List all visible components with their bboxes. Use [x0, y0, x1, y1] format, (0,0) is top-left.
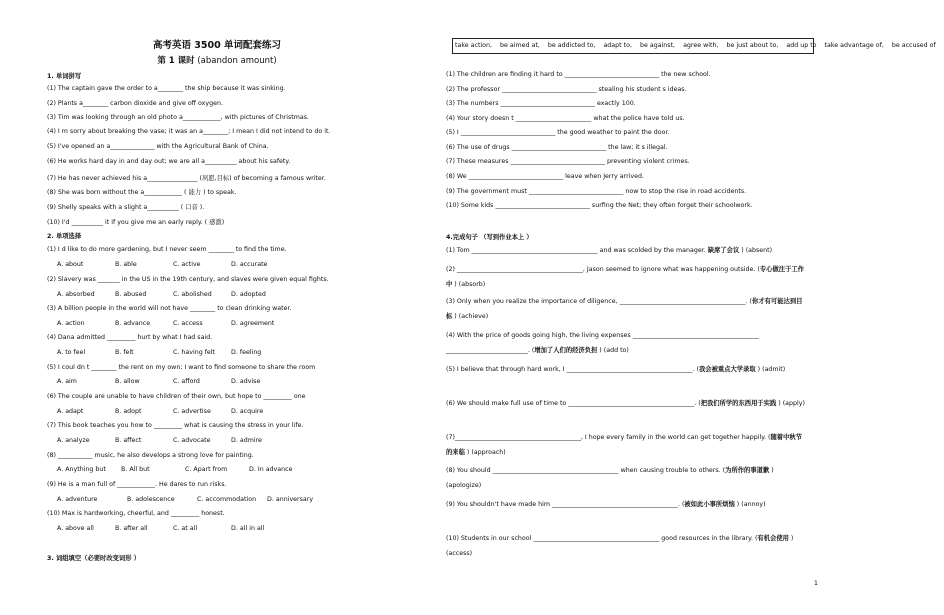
option-a[interactable]: A. adventure [57, 496, 98, 503]
option-c[interactable]: C. at all [173, 525, 198, 532]
option-c[interactable]: C. advocate [173, 437, 211, 444]
option-c[interactable]: C. having felt [173, 349, 216, 356]
option-d[interactable]: D. accurate [231, 261, 268, 268]
option-c[interactable]: C. access [173, 320, 203, 327]
phrase: be addicted to, [547, 42, 596, 49]
mc-question: (10) Max is hardworking, cheerful, and _________ honest. [47, 510, 225, 517]
word-range: (abandon amount) [197, 56, 277, 66]
option-d[interactable]: D. adopted [231, 291, 266, 298]
option-b[interactable]: B. felt [115, 349, 134, 356]
spelling-item: (8) She was born without the a____________ ( 能力 ) to speak. [47, 189, 237, 196]
mc-options [57, 496, 337, 503]
lesson-label: 第 1 课时 [157, 56, 195, 66]
spelling-item: (7) He has never achieved his a________________ (夙愿,目标) of becoming a famous writer. [47, 175, 326, 182]
option-a[interactable]: A. aim [57, 378, 77, 385]
spelling-item: (6) He works hard day in and day out; we are all a__________ about his safety. [47, 158, 291, 165]
mc-options [57, 408, 289, 415]
option-a[interactable]: A. adapt [57, 408, 84, 415]
phrase: take action, [455, 42, 493, 49]
section-4-heading: 4.完成句子 （写到作业本上 ） [446, 234, 533, 241]
mc-options [57, 525, 289, 532]
section-1-heading: 1. 单词拼写 [47, 73, 82, 80]
option-a[interactable]: A. above all [57, 525, 94, 532]
spelling-item: (5) I've opened an a______________ with the Agricultural Bank of China. [47, 143, 269, 150]
mc-options [57, 320, 289, 327]
phrase: adapt to, [603, 42, 632, 49]
phrase-item: (8) We ______________________________ leave when Jerry arrived. [446, 173, 645, 180]
sentence-item: (3) Only when you realize the importance of diligence, ________________________________________. (你才有可能达到目标 ) (achieve) [446, 298, 803, 320]
phrase-item: (6) The use of drugs ______________________________ the law; it s illegal. [446, 144, 668, 151]
sentence-item: (4) With the price of goods going high, the living expenses ________________________________________ __________________________. (增加了人们的经济负担 ) (add to) [446, 332, 759, 354]
sentence-item: (10) Students in our school ________________________________________ good resources in the library. (有机会使用 ) (access) [446, 535, 794, 557]
mc-options [57, 291, 289, 298]
sentence-item: (1) Tom ________________________________________ and was scolded by the manager. 缺席了会议 ) (absent) [446, 247, 773, 254]
sentence-item: (2) ________________________________________, Jason seemed to ignore what was happening outside. (专心做注于工作中 ) (absorb) [446, 266, 804, 288]
option-d[interactable]: D. advise [231, 378, 261, 385]
mc-question: (7) This book teaches you how to _________ what is causing the stress in your life. [47, 422, 304, 429]
option-d[interactable]: D. all in all [231, 525, 265, 532]
option-c[interactable]: C. advertise [173, 408, 211, 415]
option-a[interactable]: A. Anything but [57, 466, 106, 473]
option-c[interactable]: C. afford [173, 378, 200, 385]
option-b[interactable]: B. adopt [115, 408, 142, 415]
phrase-item: (3) The numbers ______________________________ exactly 100. [446, 100, 636, 107]
option-a[interactable]: A. to feel [57, 349, 86, 356]
phrase-item: (2) The professor ______________________________ stealing his student s ideas. [446, 86, 687, 93]
spelling-item: (1) The captain gave the order to a________ the ship because it was sinking. [47, 85, 286, 92]
mc-question: (8) ___________ music, he also develops a strong love for painting. [47, 452, 254, 459]
mc-options [57, 349, 289, 356]
option-a[interactable]: A. analyze [57, 437, 90, 444]
option-b[interactable]: B. allow [115, 378, 140, 385]
section-3-heading: 3. 词组填空（必要时改变词形 ） [47, 555, 141, 562]
mc-options [57, 378, 289, 385]
phrase: add up to [786, 42, 817, 49]
phrase-item: (10) Some kids ______________________________ surfing the Net; they often forget their schoolwork. [446, 202, 753, 209]
option-b[interactable]: B. adolescence [127, 496, 175, 503]
option-b[interactable]: B. advance [115, 320, 151, 327]
phrase-item: (4) Your story doesn t ________________________ what the police have told us. [446, 115, 685, 122]
page-subtitle [47, 54, 387, 66]
page-number: 1 [813, 579, 818, 587]
option-b[interactable]: B. able [115, 261, 137, 268]
mc-question: (9) He is a man full of ____________. He dares to run risks. [47, 481, 227, 488]
phrase-item: (9) The government must ______________________________ now to stop the rise in road accidents. [446, 188, 747, 195]
option-b[interactable]: B. after all [115, 525, 148, 532]
section-2-heading: 2. 单项选择 [47, 233, 82, 240]
option-d[interactable]: D. admire [231, 437, 262, 444]
phrase-item: (7) These measures ______________________________ preventing violent crimes. [446, 158, 690, 165]
option-d[interactable]: D. acquire [231, 408, 264, 415]
option-d[interactable]: D. agreement [231, 320, 275, 327]
sentence-item: (6) We should make full use of time to ________________________________________. (把我们所学的东西用于实践 ) (apply) [446, 400, 805, 407]
phrase-item: (1) The children are finding it hard to ______________________________ the new school. [446, 71, 711, 78]
option-d[interactable]: D. feeling [231, 349, 262, 356]
sentence-item: (8) You should ________________________________________ when causing trouble to others. (为所作的事道歉 ) (apologize) [446, 467, 774, 489]
spelling-item: (2) Plants a________ carbon dioxide and give off oxygen. [47, 100, 223, 107]
phrase: be against, [639, 42, 676, 49]
mc-question: (5) I coul dn t ________ the rent on my own; I want to find someone to share the room [47, 364, 316, 371]
option-a[interactable]: A. action [57, 320, 85, 327]
spelling-item: (10) I'd __________ it if you give me an early reply. ( 感激) [47, 219, 225, 226]
option-d[interactable]: D. anniversary [267, 496, 314, 503]
page-title: 高考英语 3500 单词配套练习 [152, 40, 282, 51]
phrase-item: (5) I ______________________________ the good weather to paint the door. [446, 129, 670, 136]
mc-question: (3) A billion people in the world will not have ________ to clean drinking water. [47, 305, 292, 312]
mc-question: (4) Dana admitted _________ hurt by what I had said. [47, 334, 213, 341]
phrase: be accused of [891, 42, 936, 49]
option-c[interactable]: C. Apart from [185, 466, 228, 473]
mc-options [57, 466, 313, 473]
phrase-bank [452, 38, 936, 54]
phrase: take advantage of, [824, 42, 884, 49]
option-a[interactable]: A. about [57, 261, 84, 268]
mc-options [57, 437, 289, 444]
mc-question: (2) Slavery was _______ in the US in the 19th century, and slaves were given equal fights. [47, 276, 329, 283]
phrase: agree with, [683, 42, 719, 49]
phrase: be just about to, [726, 42, 779, 49]
mc-options [57, 261, 289, 268]
spelling-item: (9) Shelly speaks with a slight a__________ ( 口音 ). [47, 204, 205, 211]
sentence-item: (7)________________________________________, I hope every family in the world can get together happily. (随着中秋节的来临 ) (approach) [446, 434, 802, 456]
option-a[interactable]: A. absorbed [57, 291, 95, 298]
sentence-item: (9) You shouldn't have made him ________________________________________. (被如此小事所烦恼 ) (annoy) [446, 501, 766, 508]
option-b[interactable]: B. affect [115, 437, 142, 444]
option-c[interactable]: C. accommodation [197, 496, 257, 503]
spelling-item: (4) I m sorry about breaking the vase; it was an a________; I mean I did not intend to do it. [47, 128, 331, 135]
mc-question: (6) The couple are unable to have children of their own, but hope to _________ one [47, 393, 306, 400]
option-d[interactable]: D. In advance [249, 466, 293, 473]
mc-question: (1) I d like to do more gardening, but I never seem ________ to find the time. [47, 246, 287, 253]
option-b[interactable]: B. abused [115, 291, 147, 298]
option-c[interactable]: C. abolished [173, 291, 212, 298]
phrase: be aimed at, [500, 42, 540, 49]
spelling-item: (3) Tim was looking through an old photo a____________, with pictures of Christmas. [47, 114, 310, 121]
option-c[interactable]: C. active [173, 261, 201, 268]
option-b[interactable]: B. All but [121, 466, 150, 473]
sentence-item: (5) I believe that through hard work, I ________________________________________. (我会被重点大学录取 ) (admit) [446, 366, 786, 373]
